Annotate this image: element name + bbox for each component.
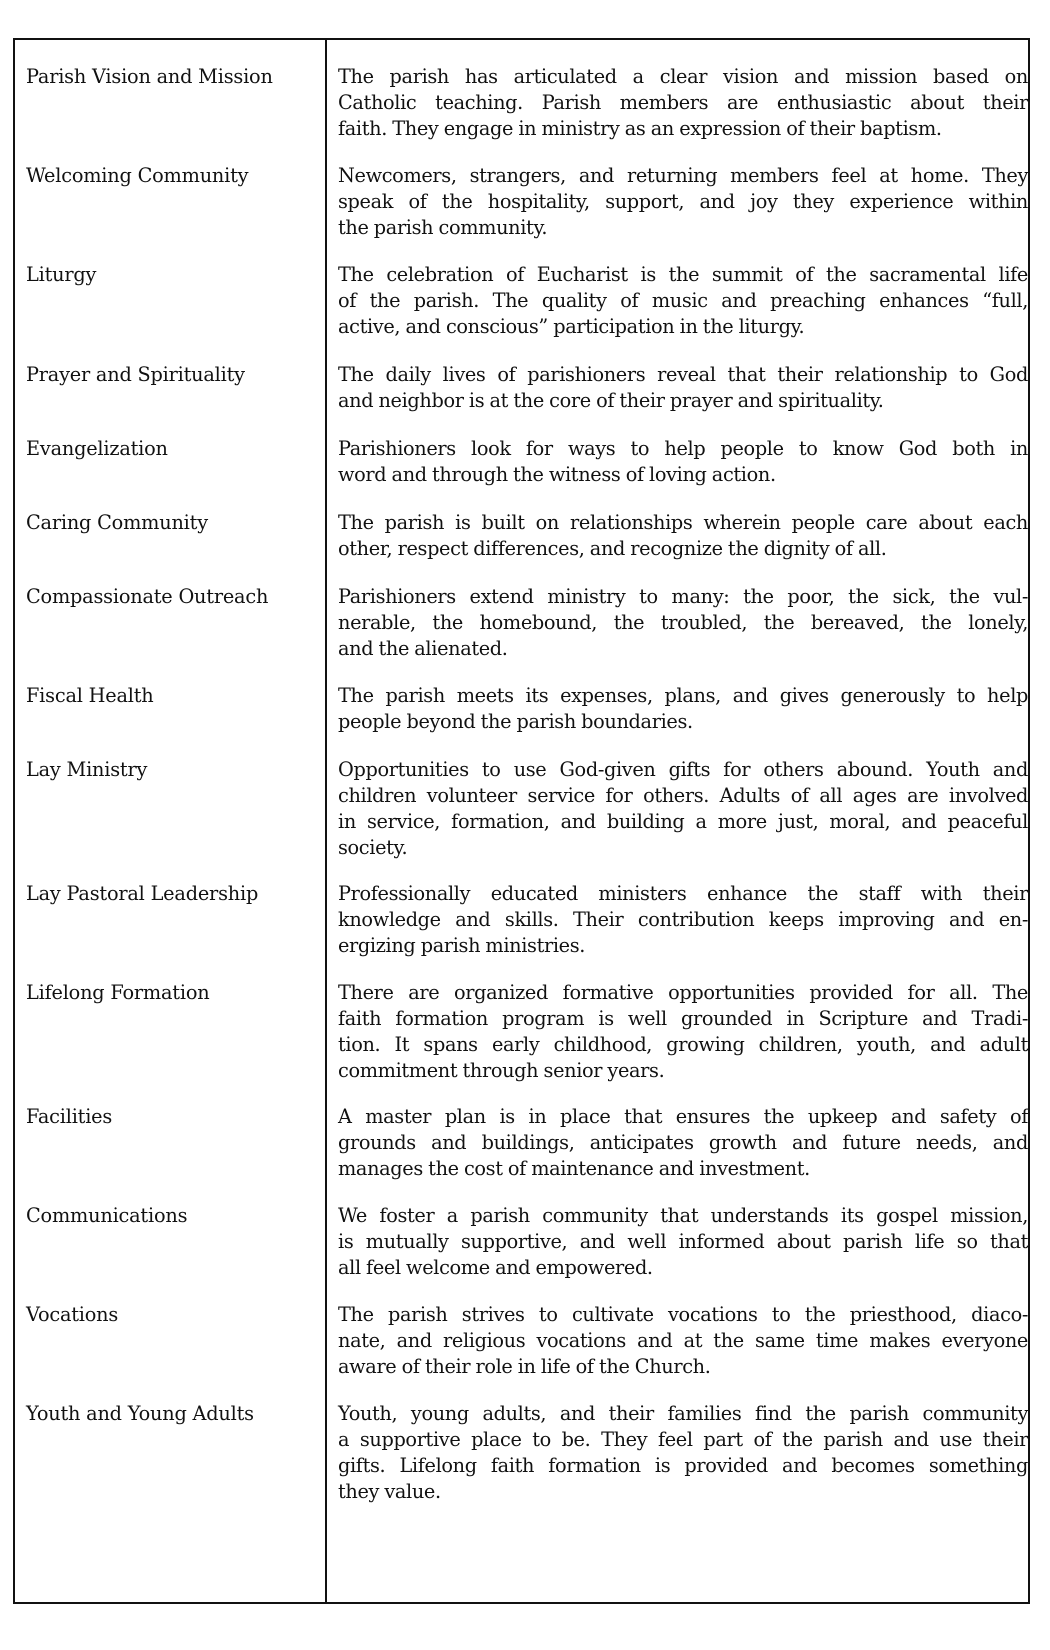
description-line: is mutually supportive, and well informed about parish life so that [338,1230,1028,1253]
description-line: Opportunities to use God-given gifts for others abound. Youth and [338,758,1028,781]
description-line: and the alienated. [338,637,508,660]
row-description [338,510,1028,562]
description-line: The celebration of Eucharist is the summit of the sacramental life [338,263,1028,286]
description-line: grounds and buildings, anticipates growth and future needs, and [338,1131,1028,1154]
row-description [338,757,1028,861]
row-label: Evangelization [26,437,168,460]
row-label: Facilities [26,1105,113,1128]
row-description [338,64,1028,142]
description-line: A master plan is in place that ensures the upkeep and safety of [338,1105,1028,1128]
row-label: Vocations [26,1303,119,1326]
description-line: commitment through senior years. [338,1059,665,1082]
row-label: Caring Community [26,511,208,534]
row-description [338,1302,1028,1380]
description-line: nerable, the homebound, the troubled, the bereaved, the lonely, [338,611,1028,634]
description-line: The parish is built on relationships wherein people care about each [338,511,1028,534]
description-line: in service, formation, and building a more just, moral, and peaceful [338,810,1028,833]
description-line: Parishioners look for ways to help people to know God both in [338,437,1028,460]
description-line: speak of the hospitality, support, and joy they experience within [338,190,1028,213]
row-description [338,881,1028,959]
row-description [338,163,1028,241]
description-line: manages the cost of maintenance and investment. [338,1157,810,1180]
description-line: Professionally educated ministers enhance the staff with their [338,882,1028,905]
column-divider [325,40,327,1602]
description-line: other, respect differences, and recognize the dignity of all. [338,537,887,560]
row-description [338,584,1028,662]
description-line: The daily lives of parishioners reveal that their relationship to God [338,363,1028,386]
row-description [338,683,1028,735]
description-line: people beyond the parish boundaries. [338,710,693,733]
row-label: Youth and Young Adults [26,1402,254,1425]
description-line: We foster a parish community that understands its gospel mission, [338,1204,1028,1227]
row-description [338,362,1028,414]
description-line: Catholic teaching. Parish members are enthusiastic about their [338,91,1028,114]
description-line: faith formation program is well grounded in Scripture and Tradi- [338,1007,1028,1030]
description-line: of the parish. The quality of music and preaching enhances “full, [338,289,1028,312]
row-label: Prayer and Spirituality [26,363,245,386]
description-line: active, and conscious” participation in the liturgy. [338,315,805,338]
description-line: Newcomers, strangers, and returning members feel at home. They [338,164,1028,187]
row-description [338,436,1028,488]
description-line: tion. It spans early childhood, growing children, youth, and adult [338,1033,1028,1056]
row-description [338,1104,1028,1182]
description-line: children volunteer service for others. Adults of all ages are involved [338,784,1028,807]
description-line: The parish meets its expenses, plans, and gives generously to help [338,684,1028,707]
description-line: There are organized formative opportunities provided for all. The [338,981,1028,1004]
description-line: the parish community. [338,216,548,239]
row-label: Fiscal Health [26,684,154,707]
row-label: Lifelong Formation [26,981,210,1004]
description-line: The parish strives to cultivate vocations to the priesthood, diaco- [338,1303,1028,1326]
description-line: Youth, young adults, and their families find the parish community [338,1402,1028,1425]
description-line: faith. They engage in ministry as an expression of their baptism. [338,117,942,140]
description-line: society. [338,836,408,859]
row-label: Welcoming Community [26,164,249,187]
row-description [338,980,1028,1084]
description-line: Parishioners extend ministry to many: the poor, the sick, the vul- [338,585,1028,608]
description-line: and neighbor is at the core of their prayer and spirituality. [338,389,884,412]
row-description [338,1203,1028,1281]
row-label: Lay Ministry [26,758,148,781]
ministry-table [13,38,1030,1604]
description-line: The parish has articulated a clear vision and mission based on [338,65,1028,88]
description-line: a supportive place to be. They feel part of the parish and use their [338,1428,1028,1451]
row-label: Communications [26,1204,188,1227]
description-line: gifts. Lifelong faith formation is provided and becomes something [338,1454,1028,1477]
description-line: all feel welcome and empowered. [338,1256,653,1279]
row-label: Compassionate Outreach [26,585,269,608]
row-label: Liturgy [26,263,97,286]
row-label: Parish Vision and Mission [26,65,273,88]
description-line: word and through the witness of loving action. [338,463,776,486]
row-description [338,1401,1028,1505]
description-line: nate, and religious vocations and at the same time makes everyone [338,1329,1028,1352]
description-line: knowledge and skills. Their contribution keeps improving and en- [338,908,1028,931]
description-line: aware of their role in life of the Church. [338,1355,711,1378]
description-line: ergizing parish ministries. [338,934,586,957]
row-label: Lay Pastoral Leadership [26,882,259,905]
row-description [338,262,1028,340]
description-line: they value. [338,1480,441,1503]
